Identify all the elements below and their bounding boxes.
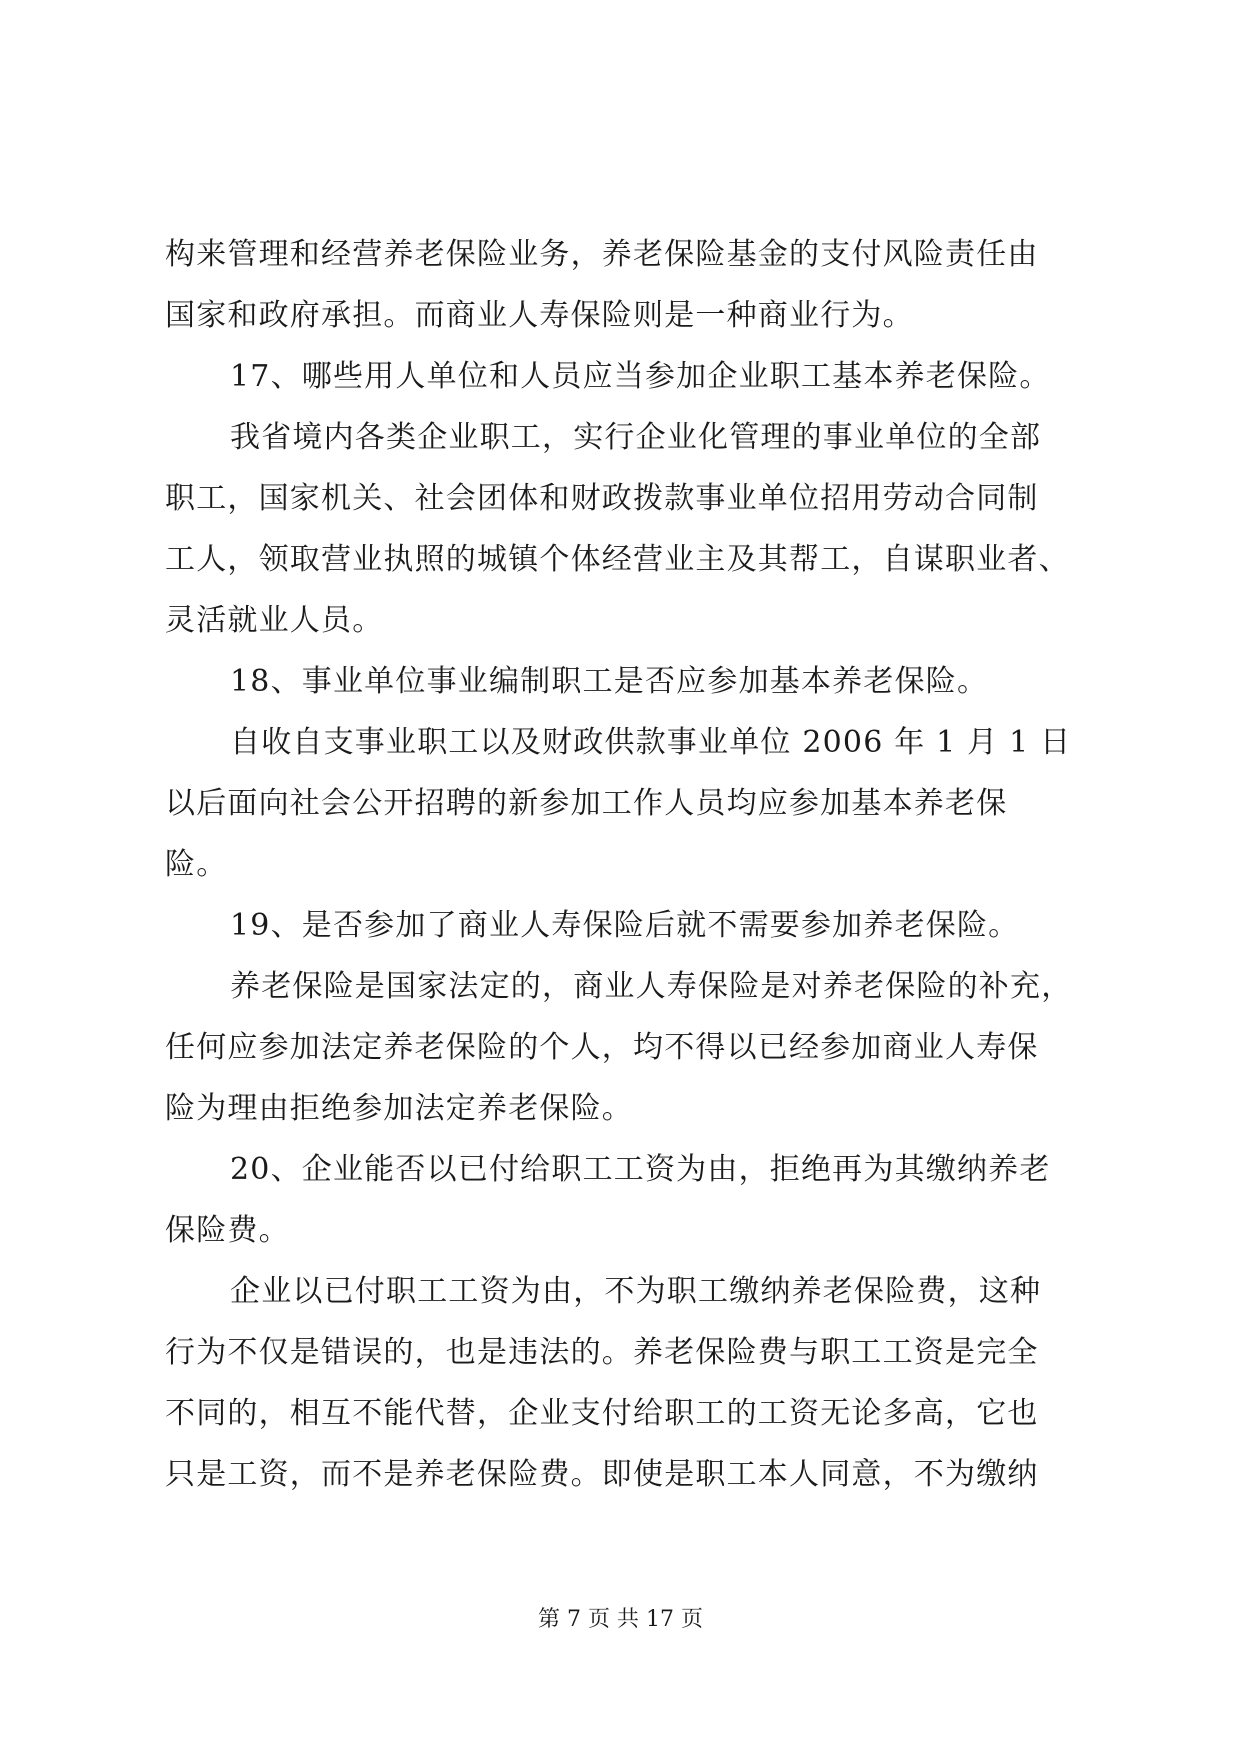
text-line: 工人，领取营业执照的城镇个体经营业主及其帮工，自谋职业者、 <box>165 542 1070 577</box>
text-line: 险。 <box>165 847 228 882</box>
question-heading: 19、是否参加了商业人寿保险后就不需要参加养老保险。 <box>230 908 1020 943</box>
question-heading: 17、哪些用人单位和人员应当参加企业职工基本养老保险。 <box>230 359 1051 394</box>
text-line: 以后面向社会公开招聘的新参加工作人员均应参加基本养老保 <box>165 786 1008 821</box>
text-line: 行为不仅是错误的，也是违法的。养老保险费与职工工资是完全 <box>165 1335 1039 1370</box>
text-line: 不同的，相互不能代替，企业支付给职工的工资无论多高，它也 <box>165 1396 1039 1431</box>
text-line: 任何应参加法定养老保险的个人，均不得以已经参加商业人寿保 <box>165 1030 1039 1065</box>
question-heading: 18、事业单位事业编制职工是否应参加基本养老保险。 <box>230 664 989 699</box>
text-line: 构来管理和经营养老保险业务，养老保险基金的支付风险责任由 <box>165 237 1039 272</box>
text-line: 职工，国家机关、社会团体和财政拨款事业单位招用劳动合同制 <box>165 481 1039 516</box>
text-line: 自收自支事业职工以及财政供款事业单位 2006 年 1 月 1 日 <box>230 725 1072 760</box>
text-line: 我省境内各类企业职工，实行企业化管理的事业单位的全部 <box>230 420 1042 455</box>
question-heading: 20、企业能否以已付给职工工资为由，拒绝再为其缴纳养老 <box>230 1152 1051 1187</box>
page-number-footer: 第 7 页 共 17 页 <box>538 1607 703 1632</box>
text-line: 只是工资，而不是养老保险费。即使是职工本人同意，不为缴纳 <box>165 1457 1039 1492</box>
text-line: 企业以已付职工工资为由，不为职工缴纳养老保险费，这种 <box>230 1274 1042 1309</box>
text-line: 险为理由拒绝参加法定养老保险。 <box>165 1091 633 1126</box>
text-line: 养老保险是国家法定的，商业人寿保险是对养老保险的补充， <box>230 969 1073 1004</box>
text-line: 国家和政府承担。而商业人寿保险则是一种商业行为。 <box>165 298 914 333</box>
text-line: 灵活就业人员。 <box>165 603 384 638</box>
text-line: 保险费。 <box>165 1213 290 1248</box>
